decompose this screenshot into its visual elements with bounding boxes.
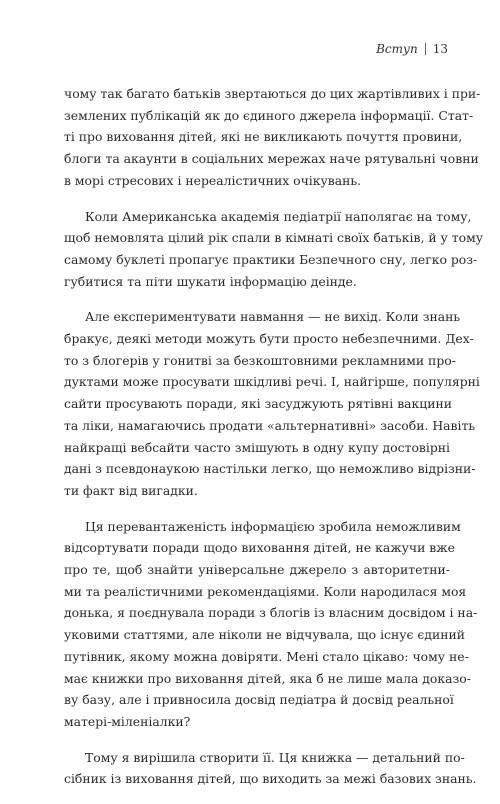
text-line: чому так багато батьків звертаються до цих жартівливих і при- — [64, 86, 481, 101]
text-line: має книжки про виховання дітей, яка б не лише мала доказо- — [64, 670, 471, 686]
text-line: путівник, якому можна довіряти. Мені стало цікаво: чому не- — [64, 648, 469, 664]
text-line: найкращі вебсайти часто змішують в одну купу достовірні — [64, 439, 450, 455]
text-line: Але експериментувати навмання — не вихід. Коли знань — [85, 309, 461, 325]
text-line: відсортувати поради щодо виховання дітей, не кажучи вже — [64, 540, 456, 556]
paragraph — [64, 206, 484, 293]
text-line: дуктами може просувати шкідливі речі. І, найгірше, популярні — [64, 374, 480, 390]
paragraph — [64, 306, 480, 501]
text-line: матері-міленіалки? — [64, 713, 191, 729]
text-line: ти факт від вигадки. — [64, 482, 198, 498]
text-line: то з блогерів у гонитві за безкоштовними рекламними про- — [64, 352, 456, 368]
text-line: в морі стресових і нереалістичних очікувань. — [64, 172, 362, 188]
paragraph — [64, 516, 478, 733]
paragraph — [64, 83, 481, 192]
text-line: Коли Американська академія педіатрії наполягає на тому, — [85, 208, 472, 224]
text-line: донька, я поєднувала поради з блогів із власним досвідом і на- — [64, 605, 478, 621]
header-divider — [425, 43, 426, 55]
text-line: та ліки, намагаючись продати «альтернативні» засоби. Навіть — [64, 417, 476, 433]
text-line: Тому я вирішила створити її. Ця книжка — детальний по- — [85, 749, 465, 765]
text-line: уковими статтями, але ніколи не відчувала, що існує єдиний — [64, 627, 465, 643]
section-title: Вступ — [376, 42, 418, 56]
text-line: ті про виховання дітей, які не викликають почуття провини, — [64, 129, 463, 145]
body-text — [64, 83, 484, 804]
text-line: сібник із виховання дітей, що виходить за межі базових знань. — [64, 771, 477, 787]
text-line: про те, щоб знайти універсальне джерело з авторитетни- — [64, 562, 450, 578]
text-line: Ця перевантаженість інформацією зробила неможливим — [85, 518, 461, 534]
text-line: ми та реалістичними рекомендаціями. Коли народилася моя — [64, 583, 467, 599]
text-line: самому буклеті пропагує практики Безпечного сну, легко роз- — [64, 251, 478, 267]
page-number: 13 — [432, 42, 448, 56]
paragraph — [64, 747, 477, 790]
running-header — [376, 42, 448, 56]
text-line: щоб немовлята цілий рік спали в кімнаті своїх батьків, й у тому — [64, 230, 484, 246]
text-line: сайти просувають поради, які засуджують рятівні вакцини — [64, 396, 453, 412]
text-line: губитися та піти шукати інформацію деінде. — [64, 273, 357, 289]
text-line: блоги та акаунти в соціальних мережах наче рятувальні човни — [64, 151, 479, 167]
text-line: дані з псевдонаукою настільки легко, що неможливо відрізни- — [64, 461, 476, 477]
text-line: бракує, деякі методи можуть бути просто небезпечними. Дех- — [64, 331, 474, 347]
text-line: землених публікацій як до єдиного джерела інформації. Стат- — [64, 107, 474, 123]
text-line: ву базу, але і привносила досвід педіатра й досвід реальної — [64, 692, 454, 708]
